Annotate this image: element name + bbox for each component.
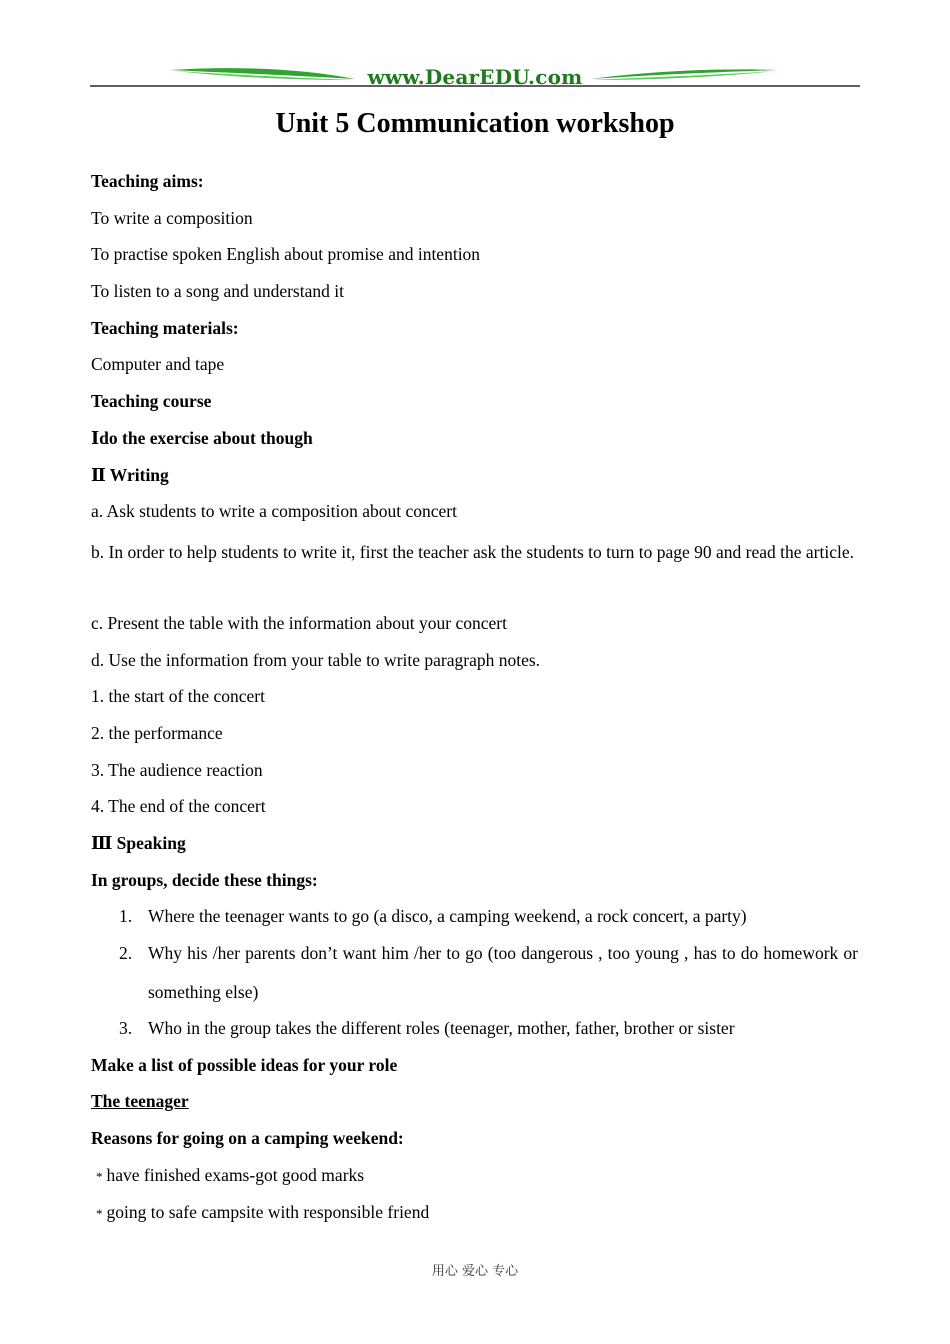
group-task-item [91,938,858,1013]
site-header [90,62,860,90]
teaching-aims-heading: Teaching aims: [91,171,204,191]
item-text: Why his /her parents don’t want him /her to go (too dangerous , too young , has to do homework or something else) [148,943,858,1003]
reason-text: going to safe campsite with responsible friend [106,1201,430,1222]
reason-item [91,1160,858,1197]
group-task-item [91,901,858,938]
reason-text: have finished exams-got good marks [106,1164,365,1185]
item-number: 3. [119,1018,133,1039]
aim-line: To practise spoken English about promise and intention [91,244,481,265]
item-text: Where the teenager wants to go (a disco, a camping weekend, a rock concert, a party) [148,906,747,927]
page-title: Unit 5 Communication workshop [275,108,675,139]
writing-step: c. Present the table with the information about your concert [91,612,507,633]
document-body [91,166,858,1233]
writing-step: a. Ask students to write a composition about concert [91,501,457,522]
teaching-materials-heading: Teaching materials: [91,317,239,338]
reason-item [91,1197,858,1234]
group-task-item [91,1013,858,1050]
teaching-course-heading: Teaching course [91,391,212,412]
groups-heading: In groups, decide these things: [91,869,318,890]
bullet-star: * [96,1168,103,1184]
note-item: 2. the performance [91,722,223,743]
aim-line: To write a composition [91,207,253,228]
section-3-heading: Ⅲ Speaking [91,833,186,853]
page-footer: 用心 爱心 专心 [431,1264,519,1279]
section-1-heading: Ⅰdo the exercise about though [91,427,313,448]
materials-line: Computer and tape [91,354,225,375]
list-heading: Make a list of possible ideas for your role [91,1054,398,1075]
note-item: 4. The end of the concert [91,796,266,817]
item-text: Who in the group takes the different roles (teenager, mother, father, brother or sister [148,1018,735,1039]
writing-step: b. In order to help students to write it, first the teacher ask the students to turn to page 90 and read the article. [91,541,854,562]
reasons-heading: Reasons for going on a camping weekend: [91,1128,404,1149]
writing-step: d. Use the information from your table to write paragraph notes. [91,649,541,670]
aim-line: To listen to a song and understand it [91,281,344,302]
section-2-heading: Ⅱ Writing [91,464,169,485]
item-number: 2. [119,943,133,964]
note-item: 1. the start of the concert [91,686,265,707]
bullet-star: * [96,1205,103,1221]
item-number: 1. [119,906,133,927]
teenager-heading: The teenager [91,1091,189,1112]
note-item: 3. The audience reaction [91,759,263,780]
site-url: www.DearEDU.com [367,65,583,89]
